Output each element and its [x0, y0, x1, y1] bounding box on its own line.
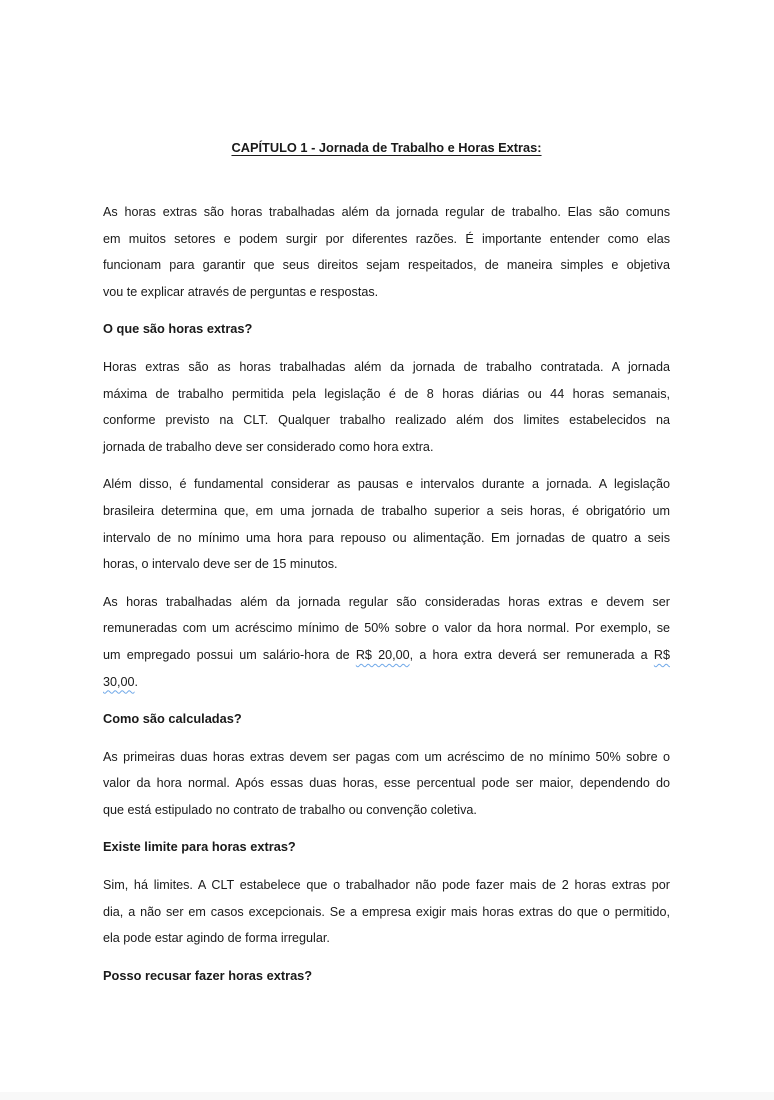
paragraph: [103, 589, 670, 695]
paragraph: [103, 872, 670, 952]
text-segment: horas, o intervalo deve ser de 15 minutos.: [103, 557, 338, 572]
text-segment: Horas extras são as horas trabalhadas além da jornada de trabalho contratada. A jornada: [103, 359, 670, 374]
text-line: [103, 471, 670, 498]
paragraph: [103, 744, 670, 824]
text-line: [103, 525, 670, 552]
text-line: [103, 744, 670, 771]
text-line: [103, 899, 670, 926]
text-line: [103, 407, 670, 434]
paragraph: [103, 354, 670, 460]
text-segment: valor da hora normal. Após essas duas horas, esse percentual pode ser maior, dependendo do: [103, 776, 670, 791]
text-line: [103, 381, 670, 408]
text-segment: As horas trabalhadas além da jornada regular são consideradas horas extras e devem ser: [103, 594, 670, 609]
section-heading: O que são horas extras?: [103, 321, 253, 337]
document-title: CAPÍTULO 1 - Jornada de Trabalho e Horas Extras:: [231, 140, 542, 155]
spellcheck-underline: 30,00: [103, 674, 135, 689]
text-segment: um empregado possui um salário-hora de: [103, 647, 356, 662]
text-line: [103, 226, 670, 253]
text-segment: conforme previsto na CLT. Qualquer trabalho realizado além dos limites estabelecidos na: [103, 413, 670, 428]
section-heading: Existe limite para horas extras?: [103, 839, 296, 855]
text-line: [103, 279, 670, 306]
text-segment: remuneradas com um acréscimo mínimo de 50% sobre o valor da hora normal. Por exemplo, se: [103, 621, 670, 636]
text-line: [103, 615, 670, 642]
text-segment: , a hora extra deverá ser remunerada a: [409, 647, 654, 662]
text-line: [103, 354, 670, 381]
text-segment: máxima de trabalho permitida pela legislação é de 8 horas diárias ou 44 horas semanais,: [103, 386, 670, 401]
text-line: [103, 199, 670, 226]
text-segment: brasileira determina que, em uma jornada de trabalho superior a seis horas, é obrigatório um: [103, 503, 670, 518]
paragraph: [103, 199, 670, 305]
section-heading: Posso recusar fazer horas extras?: [103, 967, 313, 983]
text-line: [103, 797, 670, 824]
text-line: [103, 925, 670, 952]
text-line: [103, 642, 670, 669]
text-segment: .: [134, 674, 139, 689]
text-line: [103, 434, 670, 461]
document-content: [103, 134, 670, 1000]
page-bottom-edge: [0, 1092, 774, 1100]
text-segment: funcionam para garantir que seus direitos sejam respeitados, de maneira simples e objetiva: [103, 258, 670, 273]
text-segment: dia, a não ser em casos excepcionais. Se a empresa exigir mais horas extras do que o permitido,: [103, 904, 670, 919]
section-heading: Como são calculadas?: [103, 711, 242, 727]
text-line: [103, 551, 670, 578]
text-segment: vou te explicar através de perguntas e respostas.: [103, 284, 379, 299]
spellcheck-underline: R$ 20,00: [355, 647, 410, 662]
document-body: [103, 199, 670, 989]
text-segment: Além disso, é fundamental considerar as pausas e intervalos durante a jornada. A legislação: [103, 477, 670, 492]
paragraph: [103, 471, 670, 577]
text-line: [103, 770, 670, 797]
text-segment: ela pode estar agindo de forma irregular.: [103, 931, 330, 946]
text-segment: jornada de trabalho deve ser considerado como hora extra.: [103, 439, 434, 454]
text-segment: Sim, há limites. A CLT estabelece que o trabalhador não pode fazer mais de 2 horas extras por: [103, 878, 670, 893]
text-line: [103, 252, 670, 279]
text-line: [103, 669, 670, 696]
text-segment: que está estipulado no contrato de trabalho ou convenção coletiva.: [103, 802, 477, 817]
text-segment: As primeiras duas horas extras devem ser pagas com um acréscimo de no mínimo 50% sobre o: [103, 749, 670, 764]
text-segment: As horas extras são horas trabalhadas além da jornada regular de trabalho. Elas são comuns: [103, 205, 670, 219]
text-line: [103, 498, 670, 525]
text-segment: intervalo de no mínimo uma hora para repouso ou alimentação. Em jornadas de quatro a seis: [103, 530, 670, 545]
text-line: [103, 589, 670, 616]
spellcheck-underline: R$: [653, 647, 670, 662]
text-line: [103, 872, 670, 899]
text-segment: em muitos setores e podem surgir por diferentes razões. É importante entender como elas: [103, 231, 670, 246]
